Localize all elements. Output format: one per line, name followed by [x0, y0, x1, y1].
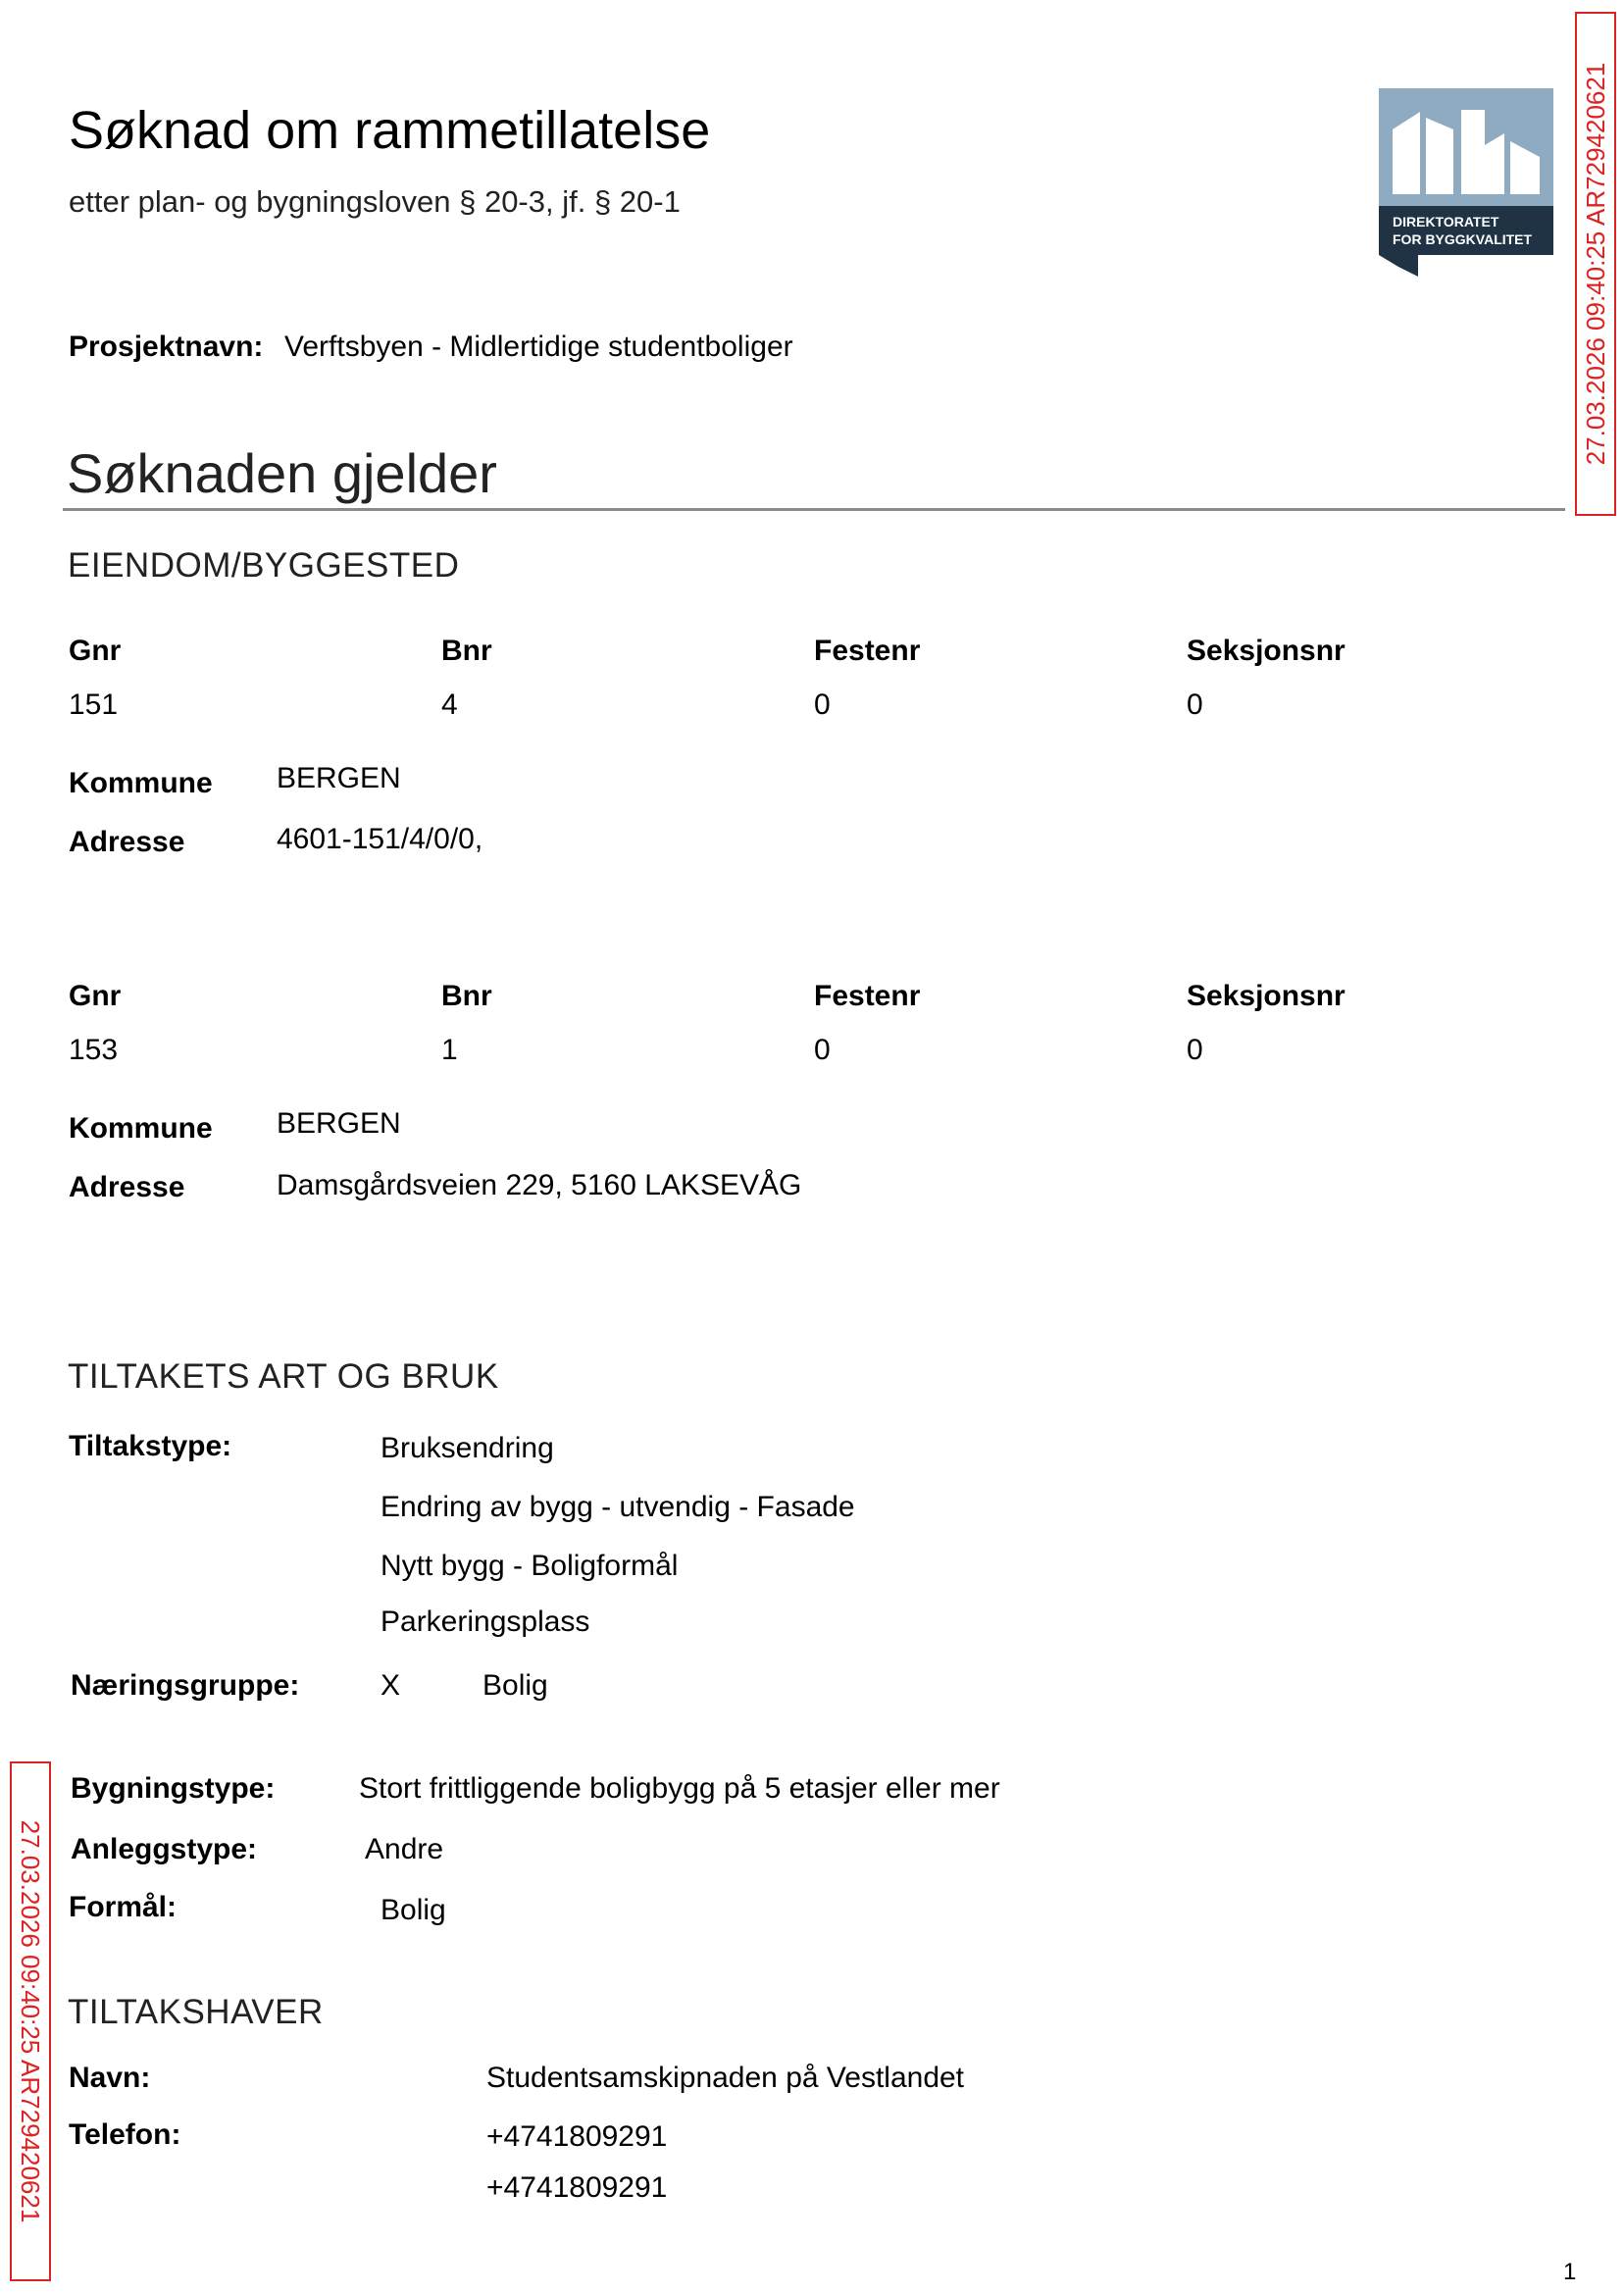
name-label: Navn:	[69, 2062, 151, 2094]
tiltakstype-item: Endring av bygg - utvendig - Fasade	[381, 1491, 855, 1523]
project-value: Verftsbyen - Midlertidige studentboliger	[284, 331, 793, 363]
kommune-value: BERGEN	[277, 762, 401, 794]
gnr-value: 153	[69, 1034, 119, 1066]
tiltakstype-item: Parkeringsplass	[381, 1606, 590, 1638]
naeringsgruppe-value: Bolig	[482, 1669, 548, 1702]
seksjonsnr-value: 0	[1187, 1034, 1203, 1066]
document-subtitle: etter plan- og bygningsloven § 20-3, jf. § 20-1	[69, 184, 681, 219]
adresse-label: Adresse	[69, 1171, 185, 1203]
bnr-value: 4	[441, 688, 458, 721]
formal-label: Formål:	[69, 1891, 178, 1923]
logo-line2: FOR BYGGKVALITET	[1393, 231, 1533, 247]
page-number: 1	[1563, 2259, 1577, 2285]
bygningstype-label: Bygningstype:	[71, 1772, 276, 1805]
kommune-label: Kommune	[69, 1112, 213, 1145]
document-title: Søknad om rammetillatelse	[69, 101, 711, 160]
festenr-value: 0	[814, 1034, 831, 1066]
anleggstype-label: Anleggstype:	[71, 1833, 258, 1865]
owner-heading: TILTAKSHAVER	[68, 1993, 324, 2031]
measure-heading: TILTAKETS ART OG BRUK	[68, 1357, 499, 1396]
seksjonsnr-value: 0	[1187, 688, 1203, 721]
section-divider	[63, 508, 1565, 511]
phone-value: +4741809291	[486, 2171, 668, 2204]
festenr-label: Festenr	[814, 980, 921, 1012]
bnr-label: Bnr	[441, 635, 492, 667]
phone-value: +4741809291	[486, 2120, 668, 2153]
section-heading: Søknaden gjelder	[67, 442, 497, 504]
tiltakstype-label: Tiltakstype:	[69, 1430, 232, 1462]
timestamp-stamp-left	[10, 1761, 51, 2281]
bygningstype-value: Stort frittliggende boligbygg på 5 etasjer eller mer	[359, 1772, 1000, 1805]
formal-value: Bolig	[381, 1894, 446, 1926]
gnr-value: 151	[69, 688, 119, 721]
gnr-label: Gnr	[69, 635, 122, 667]
tiltakstype-item: Nytt bygg - Boligformål	[381, 1550, 679, 1582]
festenr-label: Festenr	[814, 635, 921, 667]
seksjonsnr-label: Seksjonsnr	[1187, 980, 1345, 1012]
festenr-value: 0	[814, 688, 831, 721]
kommune-value: BERGEN	[277, 1107, 401, 1140]
adresse-label: Adresse	[69, 826, 185, 858]
adresse-value: 4601-151/4/0/0,	[277, 823, 483, 855]
phone-label: Telefon:	[69, 2118, 181, 2151]
tiltakstype-item: Bruksendring	[381, 1432, 554, 1464]
bnr-label: Bnr	[441, 980, 492, 1012]
naeringsgruppe-code: X	[381, 1669, 401, 1702]
timestamp-stamp-top	[1575, 12, 1616, 516]
bnr-value: 1	[441, 1034, 458, 1066]
seksjonsnr-label: Seksjonsnr	[1187, 635, 1345, 667]
dibk-logo	[1379, 88, 1553, 277]
adresse-value: Damsgårdsveien 229, 5160 LAKSEVÅG	[277, 1169, 802, 1201]
naeringsgruppe-label: Næringsgruppe:	[71, 1669, 300, 1702]
project-label: Prosjektnavn:	[69, 331, 264, 363]
stamp-text: 27.03.2026 09:40:25 AR729420621	[1581, 62, 1610, 466]
stamp-text: 27.03.2026 09:40:25 AR729420621	[16, 1819, 45, 2223]
logo-graphic	[1379, 88, 1553, 277]
anleggstype-value: Andre	[365, 1833, 444, 1865]
gnr-label: Gnr	[69, 980, 122, 1012]
name-value: Studentsamskipnaden på Vestlandet	[486, 2062, 965, 2094]
kommune-label: Kommune	[69, 767, 213, 799]
property-heading: EIENDOM/BYGGESTED	[68, 546, 460, 585]
logo-line1: DIREKTORATET	[1393, 214, 1499, 229]
